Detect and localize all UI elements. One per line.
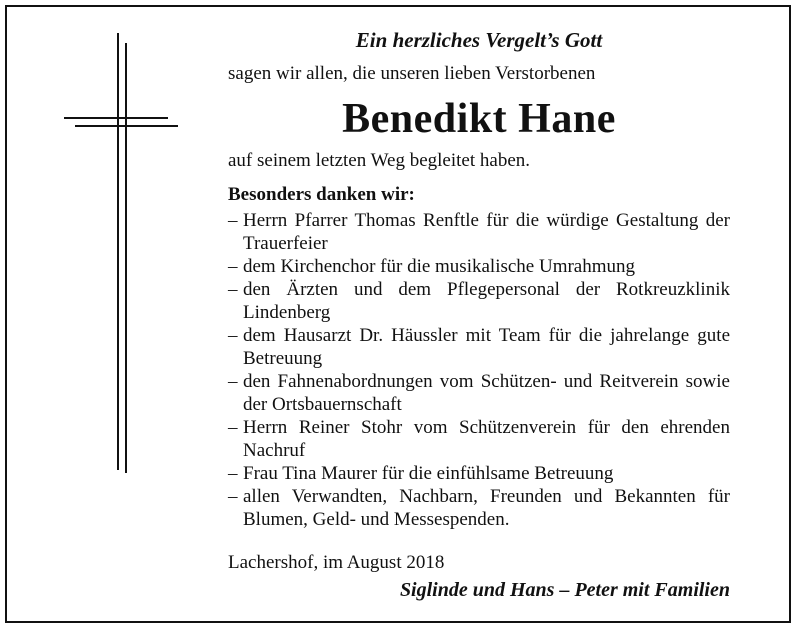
list-item-text: Frau Tina Maurer für die einfühlsame Betreuung — [243, 463, 614, 484]
cross-vertical-bar — [117, 33, 119, 470]
list-item-text: allen Verwandten, Nachbarn, Freunden und Bekannten für Blumen, Geld- und Messespenden. — [243, 486, 730, 530]
list-item-text: dem Hausarzt Dr. Häussler mit Team für die jahrelange gute Betreuung — [243, 325, 730, 369]
list-item-text: Herrn Reiner Stohr vom Schützenverein für den ehrenden Nachruf — [243, 417, 730, 461]
list-item — [228, 255, 730, 278]
list-item — [228, 209, 730, 255]
place-date: Lachershof, im August 2018 — [228, 552, 445, 573]
list-item-text: Herrn Pfarrer Thomas Renftle für die würdige Gestaltung der Trauerfeier — [243, 210, 730, 254]
thanks-heading: Ein herzliches Vergelt’s Gott — [355, 28, 603, 52]
intro-text: sagen wir allen, die unseren lieben Verstorbenen — [228, 63, 596, 84]
list-item-text: den Ärzten und dem Pflegepersonal der Rotkreuzklinik Lindenberg — [243, 279, 730, 323]
thanks-list-title: Besonders danken wir: — [228, 184, 415, 205]
dash: – — [228, 371, 238, 392]
after-name-text: auf seinem letzten Weg begleitet haben. — [228, 150, 530, 171]
thanks-list — [228, 209, 730, 531]
dash: – — [228, 463, 238, 484]
list-item — [228, 324, 730, 370]
list-item — [228, 485, 730, 531]
cross-horizontal-bar — [64, 117, 168, 119]
signature: Siglinde und Hans – Peter mit Familien — [399, 579, 730, 601]
list-item — [228, 416, 730, 462]
dash: – — [228, 417, 238, 438]
cross-horizontal-bar-shadow — [75, 125, 178, 127]
list-item — [228, 278, 730, 324]
list-item-text: den Fahnenabordnungen vom Schützen- und Reitverein sowie der Ortsbauernschaft — [243, 371, 730, 415]
list-item — [228, 462, 730, 485]
dash: – — [228, 210, 238, 231]
dash: – — [228, 279, 238, 300]
list-item-text: dem Kirchenchor für die musikalische Umrahmung — [243, 256, 636, 277]
deceased-name: Benedikt Hane — [342, 96, 616, 142]
dash: – — [228, 325, 238, 346]
dash: – — [228, 486, 238, 507]
list-item — [228, 370, 730, 416]
dash: – — [228, 256, 238, 277]
cross-vertical-bar-shadow — [125, 43, 127, 473]
